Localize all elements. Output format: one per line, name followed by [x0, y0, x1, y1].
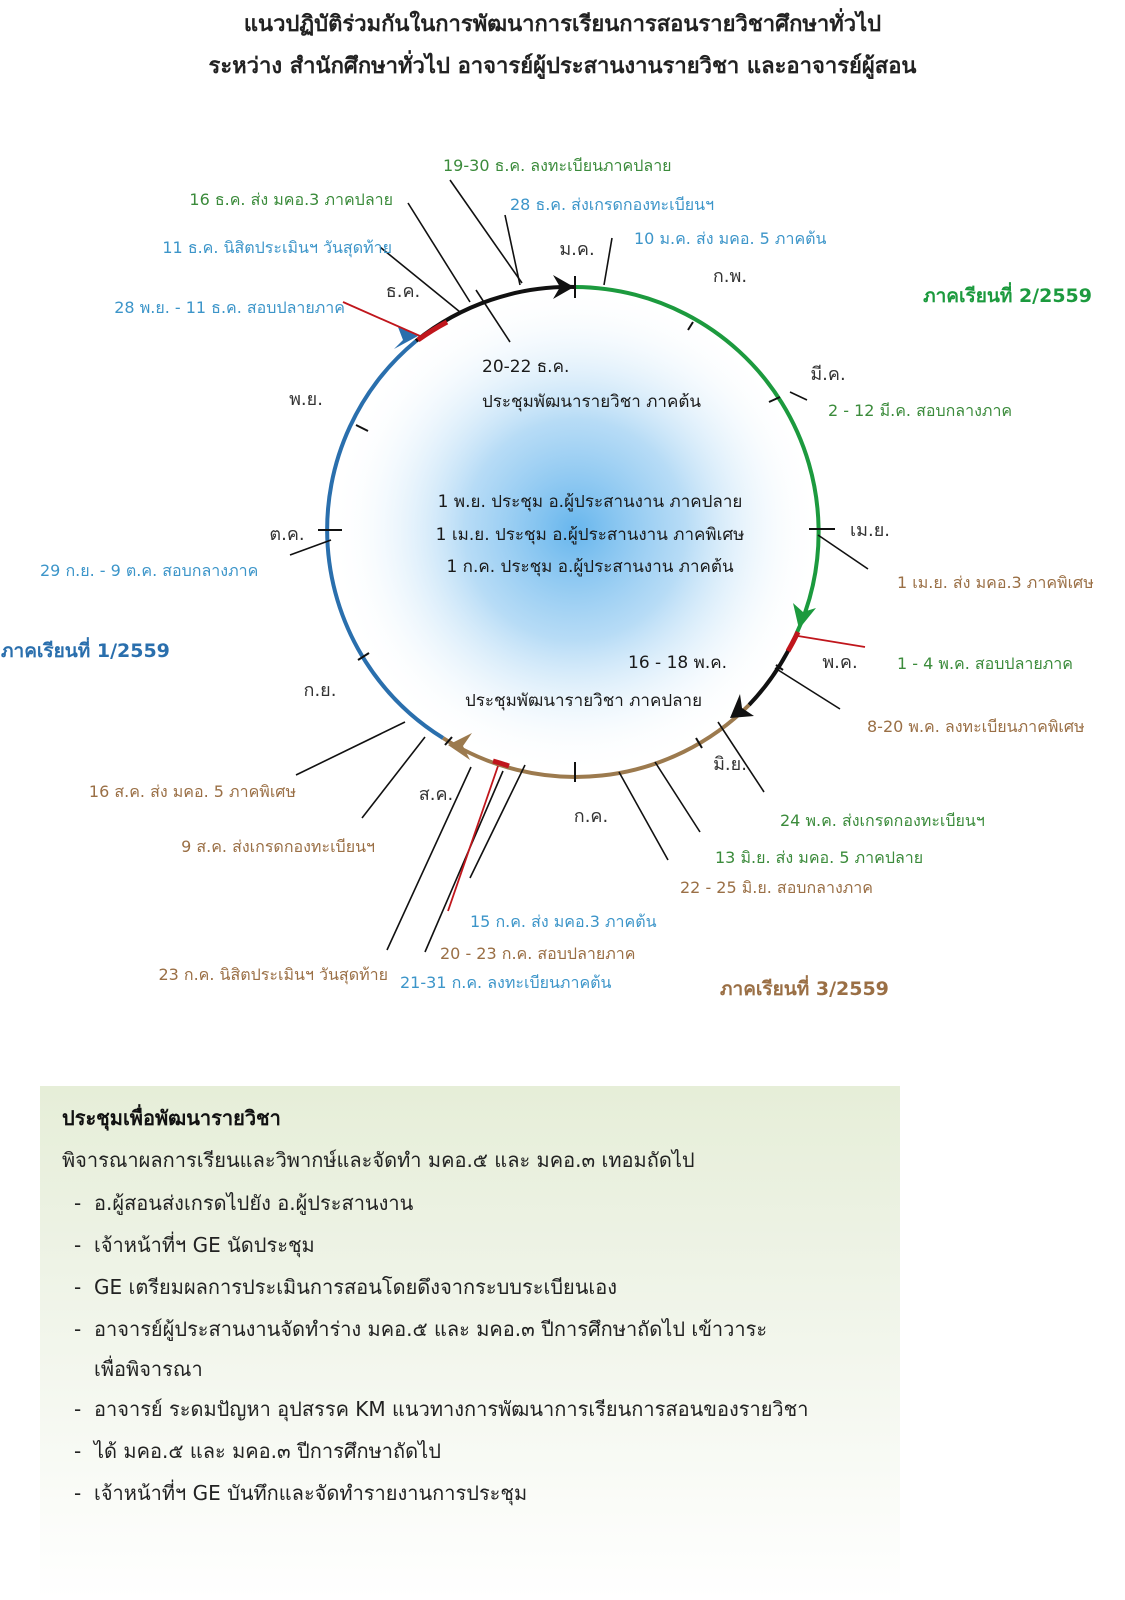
list-item: - GE เตรียมผลการประเมินการสอนโดยดึงจากระบบระเบียนเอง — [74, 1275, 618, 1299]
month-jun: มิ.ย. — [713, 754, 747, 775]
event-tqf5-summer: 16 ส.ค. ส่ง มคอ. 5 ภาคพิเศษ — [88, 782, 296, 801]
event-final-s3: 20 - 23 ก.ค. สอบปลายภาค — [440, 944, 636, 963]
month-nov: พ.ย. — [289, 389, 323, 410]
leader-final-s3 — [448, 766, 498, 911]
event-mid-s3: 22 - 25 มิ.ย. สอบกลางภาค — [680, 878, 873, 897]
event-tqf3-first: 15 ก.ค. ส่ง มคอ.3 ภาคต้น — [470, 912, 657, 931]
center-meeting-may-text: ประชุมพัฒนารายวิชา ภาคปลาย — [465, 691, 703, 711]
month-sep: ก.ย. — [303, 680, 337, 701]
month-aug: ส.ค. — [418, 784, 454, 805]
notes-list — [62, 1182, 892, 1514]
center-meeting-may-date: 16 - 18 พ.ค. — [628, 653, 727, 673]
center-coord-1: 1 พ.ย. ประชุม อ.ผู้ประสานงาน ภาคปลาย — [437, 492, 743, 512]
event-mid-s1: 29 ก.ย. - 9 ต.ค. สอบกลางภาค — [40, 561, 259, 580]
month-oct: ต.ค. — [269, 524, 305, 545]
month-may: พ.ค. — [822, 652, 858, 673]
list-item: - อาจารย์ผู้ประสานงานจัดทำร่าง มคอ.๕ และ มคอ.๓ ปีการศึกษาถัดไป เข้าวาระ เพื่อพิจารณา — [62, 1308, 892, 1388]
center-meeting-dec-text: ประชุมพัฒนารายวิชา ภาคต้น — [482, 392, 701, 412]
title-line-2: ระหว่าง สำนักศึกษาทั่วไป อาจารย์ผู้ประสานงานรายวิชา และอาจารย์ผู้สอน — [208, 54, 917, 79]
notes-panel — [40, 1086, 900, 1600]
month-jan: ม.ค. — [559, 239, 595, 260]
event-tqf3-late: 16 ธ.ค. ส่ง มคอ.3 ภาคปลาย — [189, 190, 393, 209]
event-eval-dec: 11 ธ.ค. นิสิตประเมินฯ วันสุดท้าย — [162, 238, 392, 257]
event-eval-jul: 23 ก.ค. นิสิตประเมินฯ วันสุดท้าย — [158, 965, 388, 984]
event-reg-summer: 8-20 พ.ค. ลงทะเบียนภาคพิเศษ — [867, 717, 1085, 736]
notes-intro: พิจารณาผลการเรียนและวิพากษ์และจัดทำ มคอ.๕ และ มคอ.๓ เทอมถัดไป — [62, 1148, 695, 1172]
list-item-continuation: เพื่อพิจารณา — [94, 1357, 203, 1381]
event-mid-s2: 2 - 12 มี.ค. สอบกลางภาค — [828, 401, 1013, 420]
event-reg-first: 21-31 ก.ค. ลงทะเบียนภาคต้น — [400, 973, 612, 992]
event-final-s1: 28 พ.ย. - 11 ธ.ค. สอบปลายภาค — [114, 298, 345, 317]
month-dec: ธ.ค. — [385, 281, 421, 302]
leader-final-s1 — [343, 302, 420, 336]
notes-title: ประชุมเพื่อพัฒนารายวิชา — [62, 1106, 281, 1130]
event-tqf3-summer: 1 เม.ย. ส่ง มคอ.3 ภาคพิเศษ — [897, 573, 1094, 592]
list-item: - เจ้าหน้าที่ฯ GE บันทึกและจัดทำรายงานการประชุม — [74, 1481, 528, 1505]
semester-3-label: ภาคเรียนที่ 3/2559 — [720, 978, 889, 1000]
list-item: - อาจารย์ ระดมปัญหา อุปสรรค KM แนวทางการพัฒนาการเรียนการสอนของรายวิชา — [74, 1397, 809, 1421]
list-item: - เจ้าหน้าที่ฯ GE นัดประชุม — [74, 1233, 315, 1257]
month-apr: เม.ย. — [849, 520, 891, 541]
event-grade-may: 24 พ.ค. ส่งเกรดกองทะเบียนฯ — [780, 811, 985, 830]
semester-2-label: ภาคเรียนที่ 2/2559 — [923, 285, 1092, 307]
center-coord-3: 1 ก.ค. ประชุม อ.ผู้ประสานงาน ภาคต้น — [446, 557, 734, 577]
center-coord-2: 1 เม.ย. ประชุม อ.ผู้ประสานงาน ภาคพิเศษ — [435, 525, 745, 545]
list-item: - ได้ มคอ.๕ และ มคอ.๓ ปีการศึกษาถัดไป — [74, 1439, 441, 1463]
semester-1-label: ภาคเรียนที่ 1/2559 — [1, 640, 170, 662]
event-reg-late: 19-30 ธ.ค. ลงทะเบียนภาคปลาย — [443, 156, 672, 175]
month-jul: ก.ค. — [573, 806, 609, 827]
month-feb: ก.พ. — [712, 266, 748, 287]
event-grade-dec: 28 ธ.ค. ส่งเกรดกองทะเบียนฯ — [510, 195, 715, 214]
center-meeting-dec-date: 20-22 ธ.ค. — [482, 357, 570, 377]
event-final-s2: 1 - 4 พ.ค. สอบปลายภาค — [897, 654, 1073, 673]
leader-final-s2 — [798, 636, 865, 647]
event-grade-aug: 9 ส.ค. ส่งเกรดกองทะเบียนฯ — [181, 837, 375, 856]
event-tqf5-first: 10 ม.ค. ส่ง มคอ. 5 ภาคต้น — [634, 229, 827, 248]
list-item: - อ.ผู้สอนส่งเกรดไปยัง อ.ผู้ประสานงาน — [74, 1191, 414, 1215]
title-line-1: แนวปฏิบัติร่วมกันในการพัฒนาการเรียนการสอนรายวิชาศึกษาทั่วไป — [243, 12, 882, 37]
month-mar: มี.ค. — [810, 364, 846, 385]
event-tqf5-late: 13 มิ.ย. ส่ง มคอ. 5 ภาคปลาย — [715, 848, 924, 867]
